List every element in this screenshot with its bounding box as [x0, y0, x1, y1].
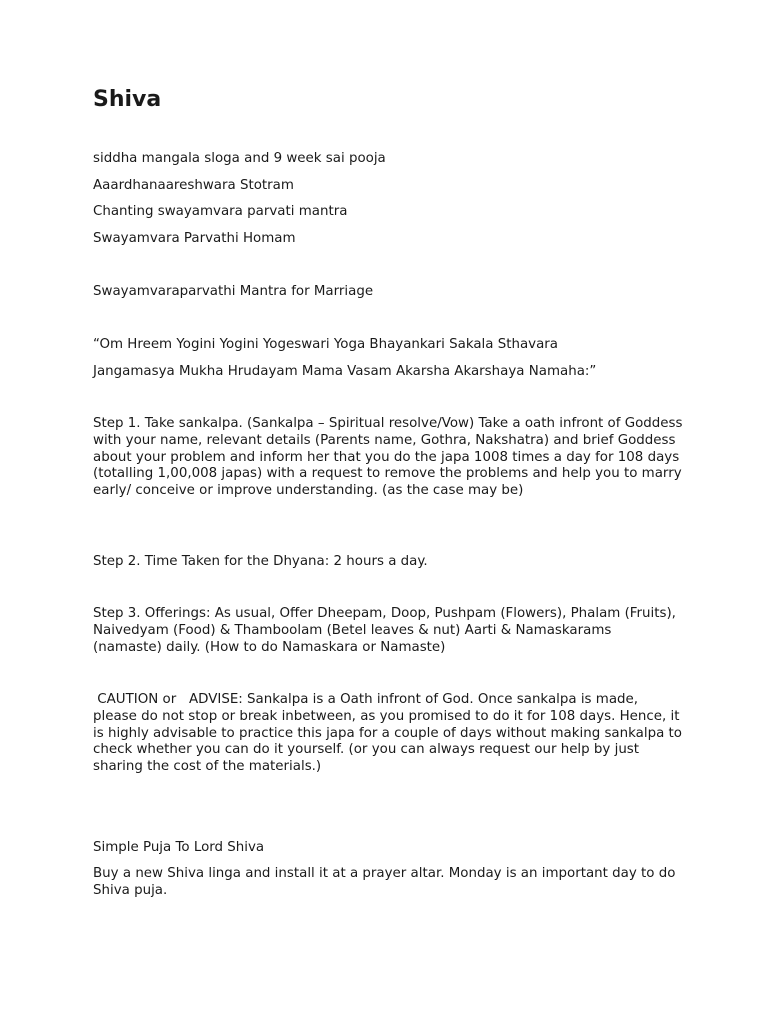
puja-heading: Simple Puja To Lord Shiva	[93, 840, 265, 855]
mantra-line-1: “Om Hreem Yogini Yogini Yogeswari Yoga Bhayankari Sakala Sthavara	[93, 337, 559, 352]
list-item: Swayamvara Parvathi Homam	[93, 231, 296, 246]
step-2-paragraph: Step 2. Time Taken for the Dhyana: 2 hours a day.	[93, 554, 428, 569]
page-title: Shiva	[93, 87, 162, 112]
list-item: Chanting swayamvara parvati mantra	[93, 204, 348, 219]
step-1-paragraph: Step 1. Take sankalpa. (Sankalpa – Spiritual resolve/Vow) Take a oath infront of Goddess with your name, relevant details (Parents name, Gothra, Nakshatra) and brief Goddess about your problem and inform her that you do the japa 1008 times a day for 108 days (totalling 1,00,008 japas) with a request to remove the problems and help you to marry early/ conceive or improve understanding. (as the case may be)	[93, 416, 683, 499]
puja-paragraph: Buy a new Shiva linga and install it at a prayer altar. Monday is an important day to do Shiva puja.	[93, 866, 676, 898]
list-item: Aaardhanaareshwara Stotram	[93, 178, 294, 193]
mantra-heading: Swayamvaraparvathi Mantra for Marriage	[93, 284, 374, 299]
step-3-paragraph: Step 3. Offerings: As usual, Offer Dheepam, Doop, Pushpam (Flowers), Phalam (Fruits), Naivedyam (Food) & Thamboolam (Betel leaves & nut) Aarti & Namaskarams (namaste) daily. (How to do Namaskara or Namaste)	[93, 606, 676, 655]
list-item: siddha mangala sloga and 9 week sai pooja	[93, 151, 386, 166]
mantra-line-2: Jangamasya Mukha Hrudayam Mama Vasam Akarsha Akarshaya Namaha:”	[93, 364, 597, 379]
caution-paragraph: CAUTION or ADVISE: Sankalpa is a Oath infront of God. Once sankalpa is made, please do not stop or break inbetween, as you promised to do it for 108 days. Hence, it is highly advisable to practice this japa for a couple of days without making sankalpa to check whether you can do it yourself. (or you can always request our help by just sharing the cost of the materials.)	[93, 692, 687, 775]
